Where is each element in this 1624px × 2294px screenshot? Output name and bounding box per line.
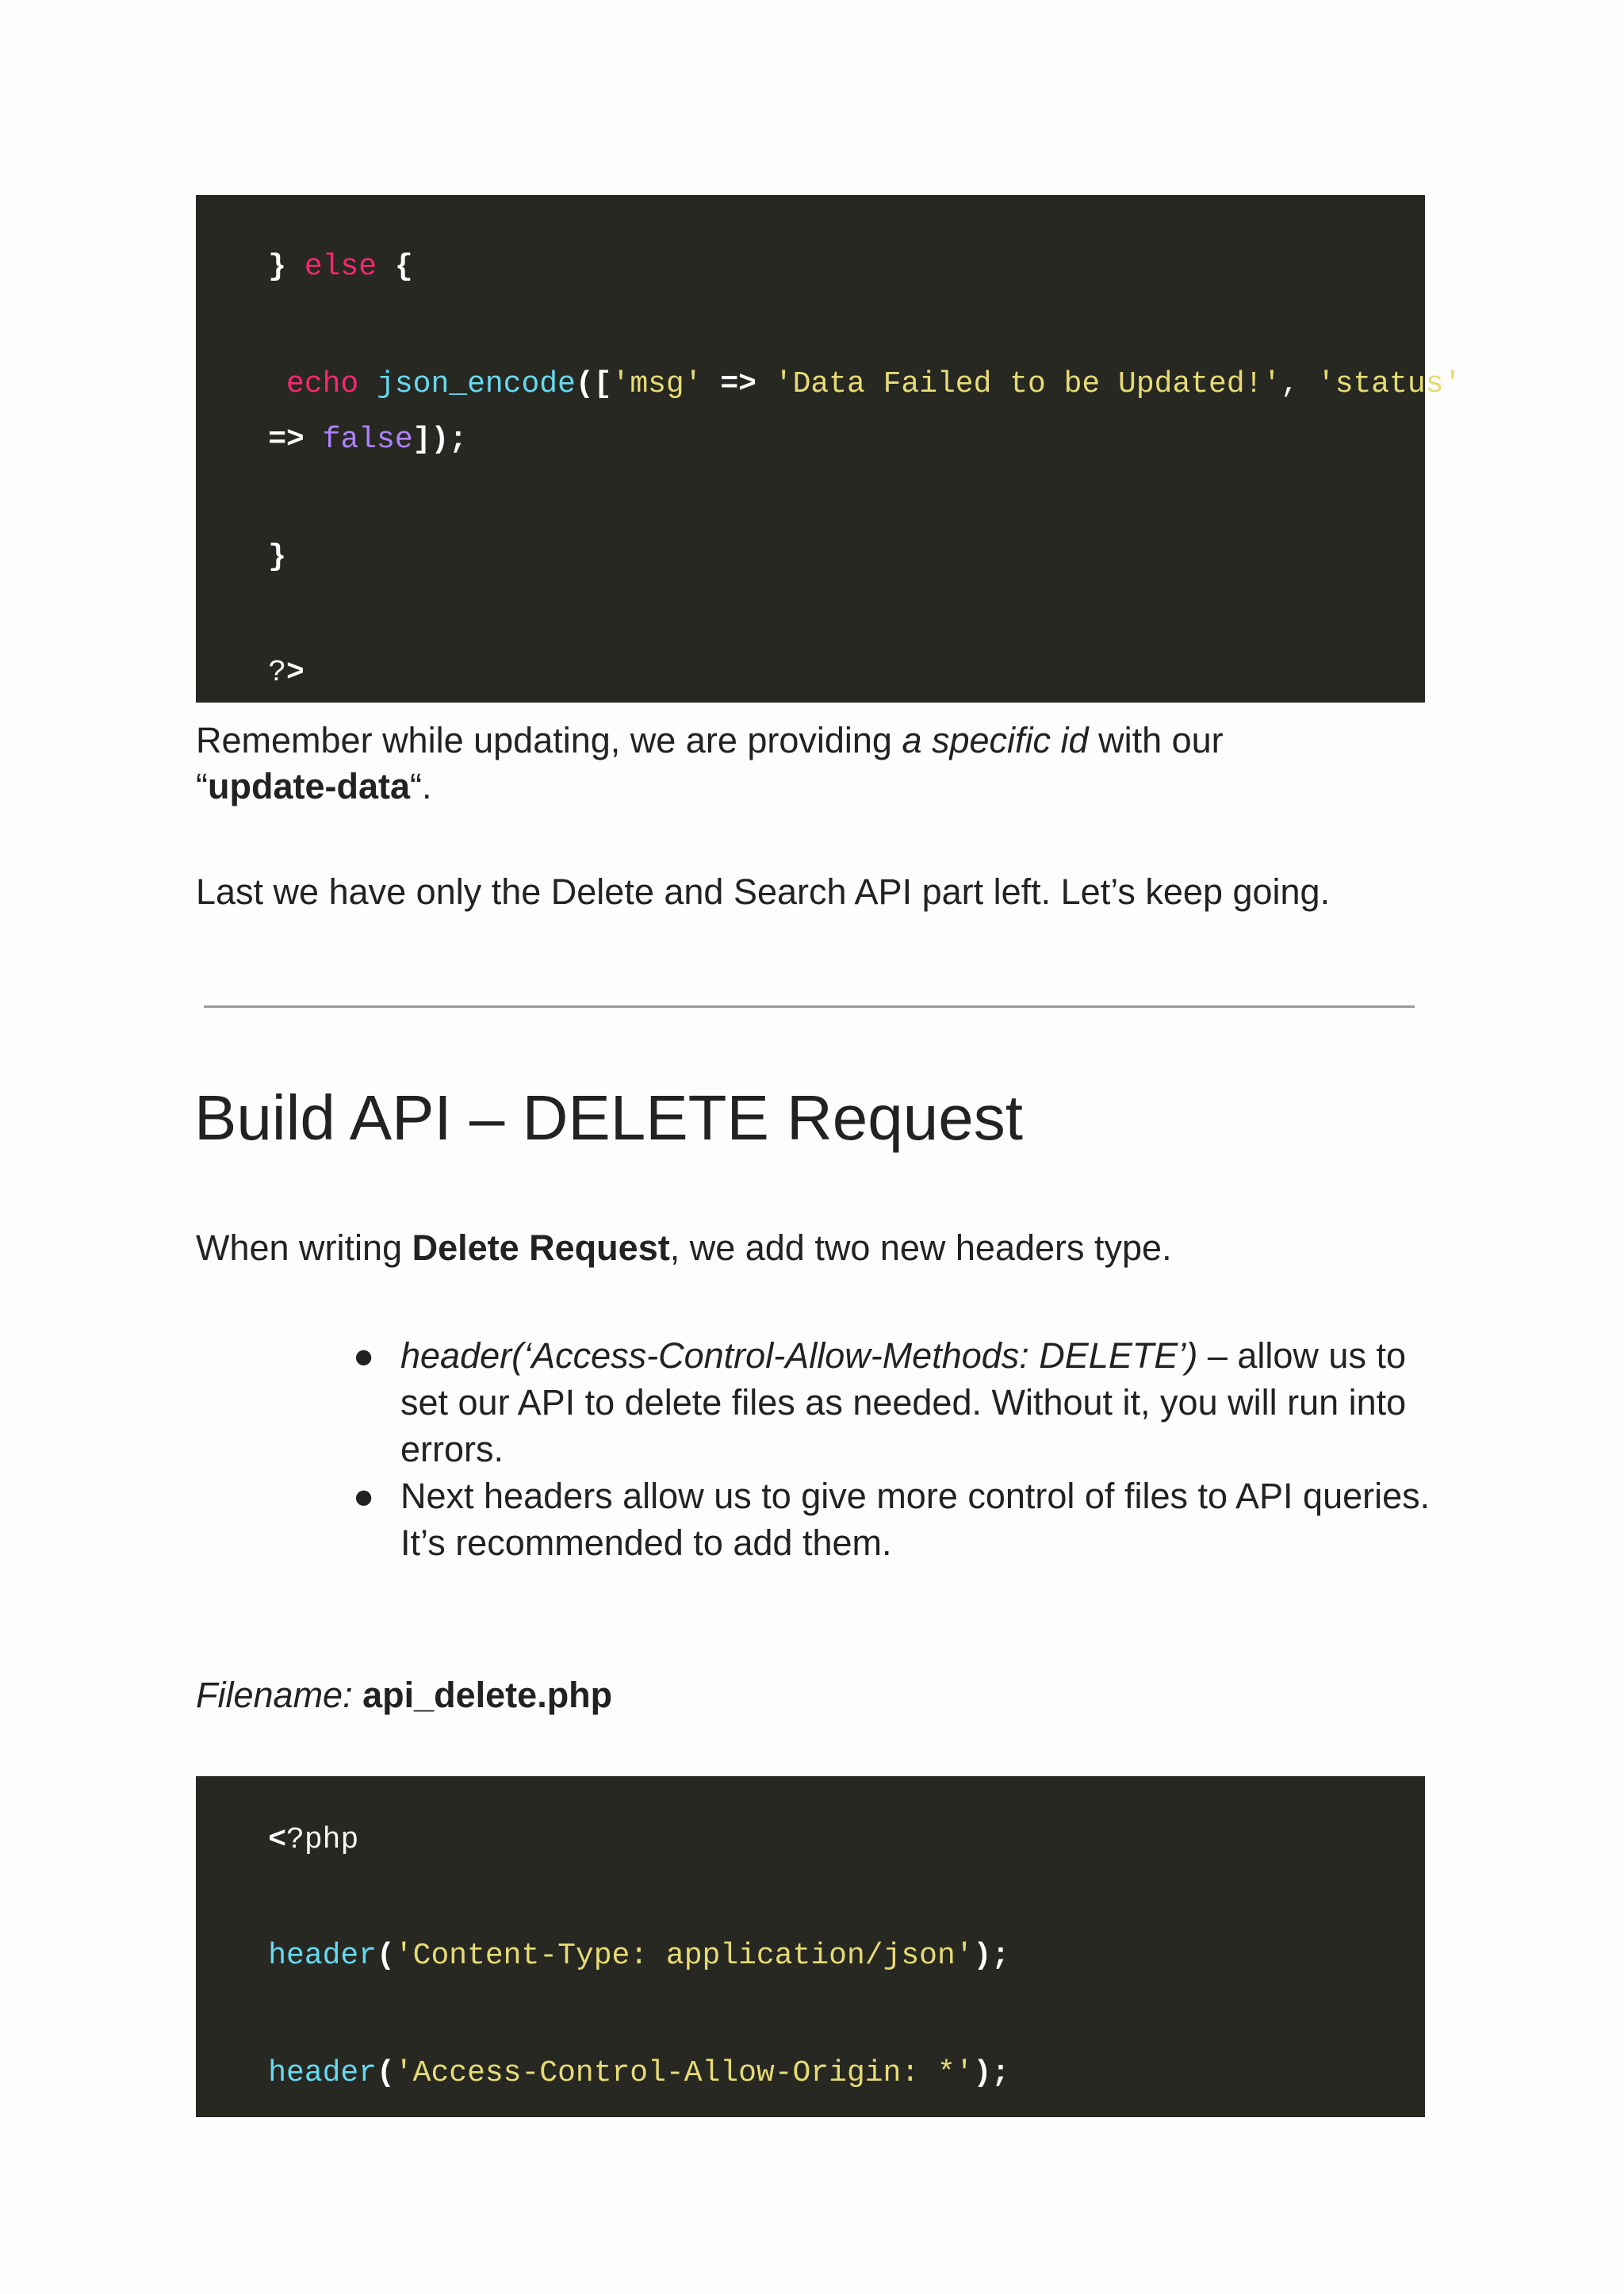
- code-line: [196, 213, 413, 322]
- filename-caption: [196, 1672, 612, 1718]
- code-token: }: [268, 250, 304, 284]
- text-run: , we add two new headers type.: [669, 1227, 1172, 1268]
- code-block-api-delete: [196, 1776, 1425, 2117]
- code-token: <: [268, 1823, 287, 1857]
- list-item: [349, 1473, 1443, 1566]
- code-token-function: header: [268, 1939, 377, 1973]
- code-token-string: 'Content-Type: application/json': [394, 1939, 974, 1973]
- code-line: [196, 1786, 358, 1895]
- code-token-keyword: echo: [268, 367, 359, 401]
- paragraph-update-note: [196, 718, 1224, 810]
- code-token: ,: [1281, 367, 1317, 401]
- text-run: Remember while updating, we are providing: [196, 720, 902, 760]
- code-line: [196, 618, 304, 728]
- filename-label: Filename:: [196, 1675, 353, 1715]
- code-token-string: 'Access-Control-Allow-Origin: *': [394, 2056, 974, 2090]
- text-run: When writing: [196, 1227, 412, 1268]
- section-heading: Build API – DELETE Request: [194, 1082, 1023, 1153]
- code-token: (: [377, 2056, 395, 2090]
- code-token: (: [377, 1939, 395, 1973]
- strong-text: update-data: [208, 766, 411, 806]
- paragraph-delete-intro: [196, 1225, 1172, 1271]
- code-token: ?php: [286, 1823, 359, 1857]
- code-token: ]);: [412, 423, 468, 457]
- code-token-constant: false: [322, 423, 413, 457]
- code-token-string: 'status': [1316, 367, 1462, 401]
- code-token-function: json_encode: [358, 367, 576, 401]
- code-token: >: [286, 656, 304, 690]
- filename-value: api_delete.php: [362, 1675, 613, 1715]
- emphasis-text: header(‘Access-Control-Allow-Methods: DELETE’): [400, 1335, 1198, 1376]
- code-token-string: 'msg': [611, 367, 703, 401]
- code-token: }: [268, 540, 287, 574]
- horizontal-divider: [204, 1005, 1415, 1008]
- paragraph-next-steps: Last we have only the Delete and Search API part left. Let’s keep going.: [196, 871, 1331, 912]
- bullet-list: [349, 1332, 1443, 1566]
- code-token: ?: [268, 656, 287, 690]
- text-run: “: [196, 766, 208, 806]
- code-line: [196, 503, 286, 612]
- strong-text: Delete Request: [412, 1227, 670, 1268]
- bullet-icon: ●: [353, 1335, 375, 1376]
- code-token-function: header: [268, 2056, 377, 2090]
- code-block-update-tail: [196, 195, 1462, 703]
- code-token: =>: [702, 367, 775, 401]
- code-token: {: [377, 250, 413, 284]
- list-item: [349, 1332, 1443, 1473]
- emphasis-text: a specific id: [902, 720, 1089, 760]
- text-run: – allow us to set our API to delete files as needed. Without it, you will run into errors.: [400, 1335, 1407, 1469]
- code-token: ([: [575, 367, 612, 401]
- code-line: [196, 385, 467, 495]
- text-run: “.: [410, 766, 432, 806]
- code-token: =>: [268, 423, 323, 457]
- bullet-icon: ●: [353, 1476, 375, 1516]
- code-line: [196, 2019, 1009, 2128]
- text-run: with our: [1088, 720, 1224, 760]
- text-run: Next headers allow us to give more control of files to API queries. It’s recommended to add them.: [400, 1476, 1431, 1563]
- code-token-keyword: else: [304, 250, 377, 284]
- code-token: );: [973, 1939, 1010, 1973]
- code-token-string: 'Data Failed to be Updated!': [774, 367, 1281, 401]
- code-line: [196, 1901, 1009, 2011]
- code-token: );: [973, 2056, 1010, 2090]
